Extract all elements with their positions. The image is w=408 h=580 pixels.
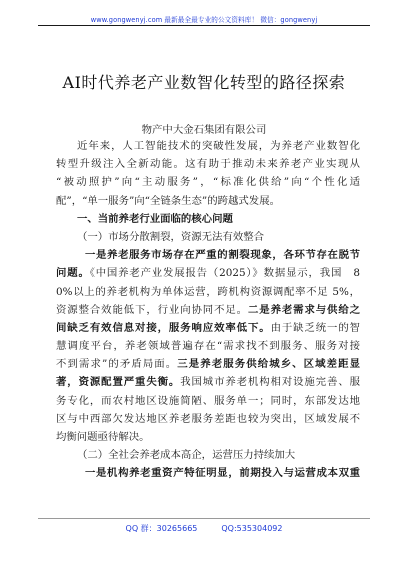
paragraph-line: 著，资源配置严重失衡。我国城市养老机构相对设施完善、服 [56, 376, 360, 389]
document-title: AI时代养老产业数智化转型的路径探索 [62, 73, 346, 92]
paragraph-line: 一是养老服务市场存在严重的割裂现象，各环节存在脱节 [85, 249, 360, 262]
paragraph-line: 0%以上的养老机构为单体运营，跨机构资源调配率不足 5%， [56, 285, 360, 298]
footer-divider [38, 518, 370, 519]
paragraph-line: 转型升级注入全新动能。这有助于推动未来养老产业实现从 [56, 158, 360, 171]
paragraph-line: 不到需求”的矛盾局面。三是养老服务供给城乡、区域差距显 [56, 358, 361, 371]
paragraph-line: “被动照护”向“主动服务”，“标准化供给”向“个性化适 [56, 176, 360, 189]
document-author: 物产中大金石集团有限公司 [141, 124, 267, 136]
paragraph-line: 慧调度平台，养老领域普遍存在“需求找不到服务、服务对接 [56, 340, 360, 353]
header-banner: www.gongwenyj.com 最新最全最专业的公文资料库！ 微信：gongwenyj [90, 16, 318, 24]
paragraph-line: 间缺乏有效信息对接，服务响应效率低下。由于缺乏统一的智 [56, 321, 361, 334]
paragraph-line: 一是机构养老重资产特征明显，前期投入与运营成本双重 [85, 467, 360, 480]
document-body [56, 137, 360, 483]
paragraph-line: 配”，“单一服务”向“全链条生态”的跨越式发展。 [56, 194, 280, 207]
footer-contact [0, 523, 408, 534]
subsection-heading: （二）全社会养老成本高企，运营压力持续加大 [77, 449, 296, 462]
paragraph-line: 问题。《中国养老产业发展报告（2025）》数据显示，我国 8 [56, 267, 361, 280]
section-heading: 一、当前养老行业面临的核心问题 [77, 212, 233, 225]
paragraph-line: 近年来，人工智能技术的突破性发展，为养老产业数智化 [77, 140, 360, 152]
qq-number-text: QQ:535304092 [221, 524, 283, 533]
paragraph-line: 区与中西部欠发达地区养老服务差距也较为突出，区域发展不 [56, 412, 360, 425]
paragraph-line: 资源整合效能低下，行业向协同不足。二是养老需求与供给之 [56, 303, 361, 316]
paragraph-line: 务专化，而农村地区设施简陋、服务单一；同时，东部发达地 [56, 394, 360, 407]
paragraph-line: 均衡问题亟待解决。 [56, 431, 150, 443]
qq-group-text: QQ 群：30265665 [125, 524, 198, 533]
subsection-heading: （一）市场分散割裂，资源无法有效整合 [77, 230, 265, 243]
header-divider [38, 25, 370, 26]
